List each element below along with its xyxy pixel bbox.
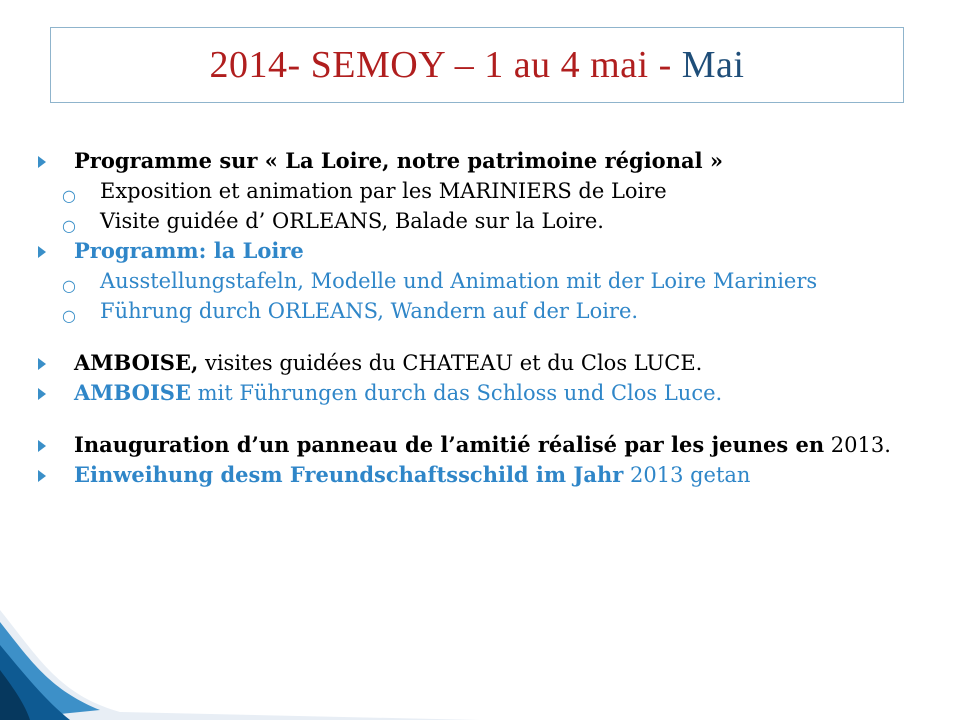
sub-bullet-item	[38, 176, 918, 206]
sub-bullet-text: Führung durch ORLEANS, Wandern auf der Loire.	[100, 299, 639, 323]
bullet-arrow-icon	[38, 358, 46, 370]
bullet-item	[38, 348, 918, 378]
bullet-arrow-icon	[38, 156, 46, 168]
bullet-arrow-icon	[38, 470, 46, 482]
title-accent-text: Mai	[681, 44, 745, 86]
bullet-list	[38, 146, 918, 490]
circle-bullet-icon: ○	[62, 216, 76, 235]
bullet-bold-text: AMBOISE,	[74, 350, 199, 375]
slide-title	[210, 43, 745, 87]
corner-wave-decoration	[0, 600, 480, 720]
bullet-bold-text: Inauguration d’un panneau de l’amitié réalisé par les jeunes en	[74, 432, 825, 457]
sub-bullet-text: Ausstellungstafeln, Modelle und Animation mit der Loire Mariniers	[100, 269, 818, 293]
title-box	[50, 27, 904, 103]
bullet-bold-text: AMBOISE	[74, 380, 191, 405]
bullet-arrow-icon	[38, 440, 46, 452]
bullet-item	[38, 430, 918, 460]
circle-bullet-icon: ○	[62, 186, 76, 205]
bullet-item	[38, 460, 918, 490]
sub-bullet-item	[38, 266, 918, 296]
bullet-arrow-icon	[38, 246, 46, 258]
bullet-item	[38, 146, 918, 176]
bullet-arrow-icon	[38, 388, 46, 400]
bullet-text: Programm: la Loire	[74, 238, 304, 263]
sub-bullet-item	[38, 296, 918, 326]
bullet-bold-text: Einweihung desm Freundschaftsschild im Jahr	[74, 462, 624, 487]
sub-bullet-text: Visite guidée d’ ORLEANS, Balade sur la Loire.	[100, 209, 604, 233]
bullet-item	[38, 378, 918, 408]
circle-bullet-icon: ○	[62, 276, 76, 295]
bullet-text: 2013.	[824, 433, 891, 457]
bullet-item	[38, 236, 918, 266]
circle-bullet-icon: ○	[62, 306, 76, 325]
title-main-text: 2014- SEMOY – 1 au 4 mai -	[209, 44, 682, 86]
bullet-text: visites guidées du CHATEAU et du Clos LUCE.	[198, 351, 703, 375]
bullet-text: Programme sur « La Loire, notre patrimoine régional »	[74, 148, 723, 173]
sub-bullet-item	[38, 206, 918, 236]
bullet-text: mit Führungen durch das Schloss und Clos Luce.	[190, 381, 723, 405]
bullet-text: 2013 getan	[623, 463, 751, 487]
sub-bullet-text: Exposition et animation par les MARINIERS de Loire	[100, 179, 667, 203]
